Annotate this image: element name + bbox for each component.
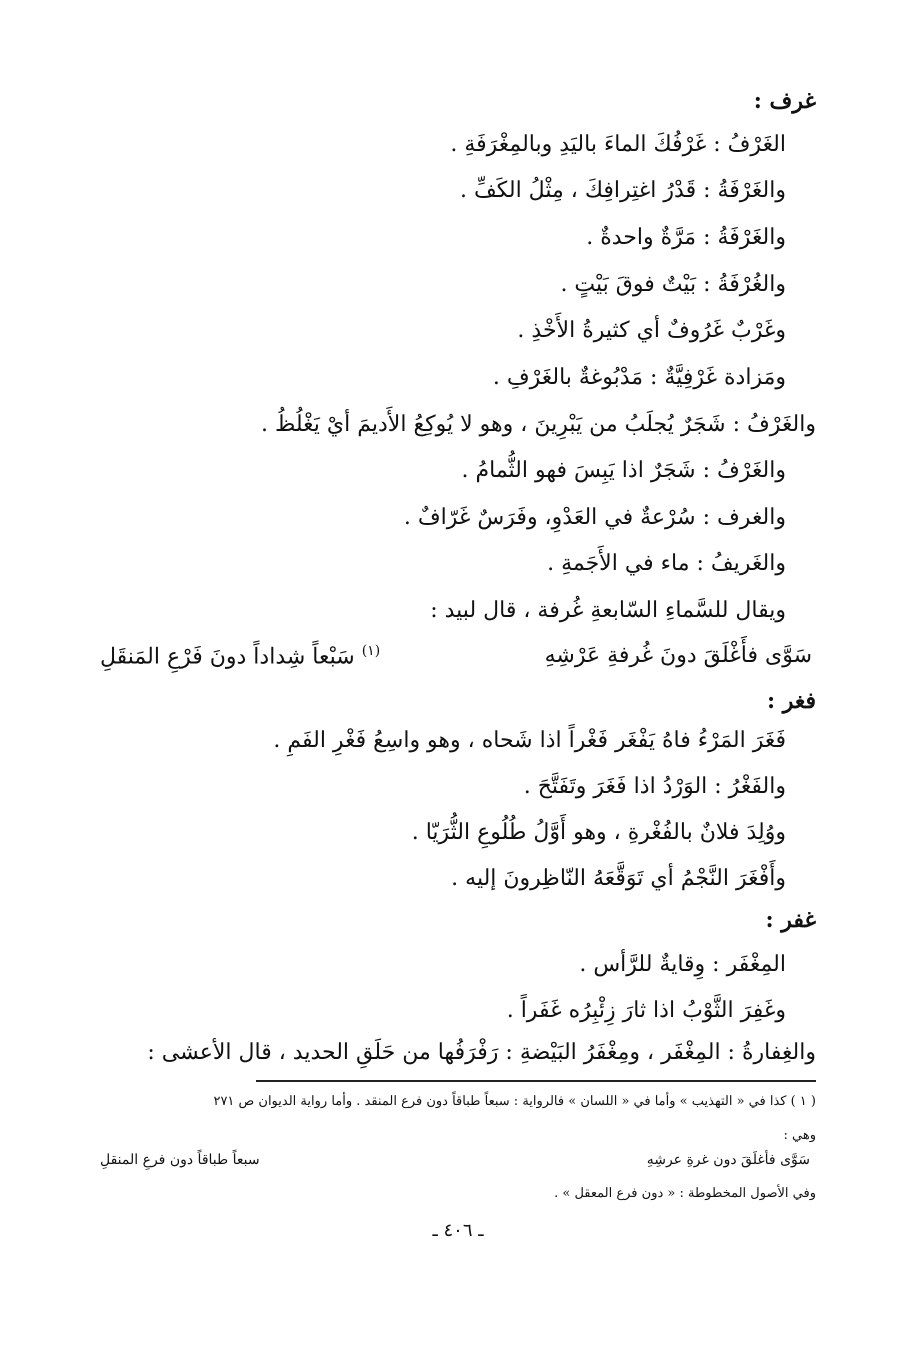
definition-line: والغَريفُ : ماء في الأَجَمةِ . <box>547 551 786 576</box>
footnote-verse-second: سبعاً طباقاً دون فرعِ المنقلِ <box>100 1152 260 1168</box>
definition-line: والغَرْفُ : شَجَرٌ اذا يَبِسَ فهو الثُّمامُ . <box>461 458 786 483</box>
footnote-text: ( ١ ) كذا في « التهذيب » وأما في « اللسان » فالرواية : سبعاً طباقاً دون فرع المنقد . وأما رواية الديوان ص ٢٧١ <box>213 1094 816 1109</box>
definition-line: فَغَرَ المَرْءُ فاهُ يَفْغَر فَغْراً اذا شَحاه ، وهو واسِعُ فَغْرِ الفَمِ . <box>273 728 786 753</box>
entry-heading-ghrf: غرف : <box>753 88 816 114</box>
footnote-verse <box>100 1152 810 1174</box>
definition-line: والغَرْفَةُ : مَرَّةٌ واحدةٌ . <box>586 225 786 250</box>
definition-line: ومَزادة غَرْفِيَّةٌ : مَدْبُوغةٌ بالغَرْفِ . <box>492 365 786 390</box>
verse-second-hemistich <box>100 643 380 669</box>
page-number: ـ ٤٠٦ ـ <box>432 1220 484 1241</box>
definition-line: ويقال للسَّماءِ السّابعةِ غُرفة ، قال لبيد : <box>430 598 786 623</box>
definition-line: المِغْفَر : وِقايةٌ للرَّأس . <box>579 952 786 977</box>
entry-heading-ghfr: غفر : <box>765 907 816 933</box>
definition-line: والغَرْفُ : شَجَرٌ يُجلَبُ من يَبْرِينَ ، وهو لا يُوكِعُ الأَديمَ أيْ يَغْلُظُ . <box>261 412 816 437</box>
definition-line: وغَفِرَ الثَّوْبُ اذا ثارَ زِئْبِرُه غَفَراً . <box>506 998 786 1023</box>
footnote-text: وفي الأصول المخطوطة : « دون فرع المعقل » . <box>554 1186 816 1201</box>
definition-line: وغَرْبٌ غَرُوفٌ أي كثيرةُ الأَخْذِ . <box>517 318 786 343</box>
footnote-verse-first: سَوَّى فأغلَقَ دون غرةِ عرشِهِ <box>646 1152 810 1168</box>
definition-line: والفَغْرُ : الوَرْدُ اذا فَغَرَ وتَفَتَّحَ . <box>523 774 786 799</box>
entry-heading-fghr: فغر : <box>766 688 816 714</box>
definition-line: ووُلِدَ فلانٌ بالفُغْرةِ ، وهو أَوَّلُ طُلُوعِ الثُّرَيّا . <box>411 820 786 845</box>
definition-line: والغَرْفَةُ : قَدْرُ اغتِرافِكَ ، مِثْلُ الكَفِّ . <box>459 178 786 203</box>
definition-line: الغَرْفُ : غَرْفُكَ الماءَ باليَدِ وبالمِغْرَفَةِ . <box>450 132 786 157</box>
footnote-separator <box>256 1080 816 1082</box>
definition-line: وأَفْغَرَ النَّجْمُ أي تَوَقَّعَهُ النّاظِرونَ إليه . <box>451 866 786 891</box>
footnote-marker: (١) <box>361 643 381 659</box>
definition-line: والغرف : سُرْعةٌ في العَدْوِ، وفَرَسٌ غَرّافٌ . <box>403 505 786 530</box>
verse-first-hemistich: سَوَّى فأَغْلَقَ دونَ غُرفةِ عَرْشِهِ <box>544 643 812 668</box>
footnote-text: وهي : <box>783 1128 816 1143</box>
poetry-verse <box>100 643 812 683</box>
definition-line: والغُرْفَةُ : بَيْتٌ فوقَ بَيْتٍ . <box>560 272 786 297</box>
verse-second-text: سَبْعاً شِداداً دونَ فَرْعِ المَنقَلِ <box>100 644 355 670</box>
definition-line: والغِفارةُ : المِغْفَر ، ومِغْفَرُ البَيْضةِ : رَفْرَفُها من حَلَقِ الحديد ، قال الأعشى : <box>147 1040 816 1065</box>
